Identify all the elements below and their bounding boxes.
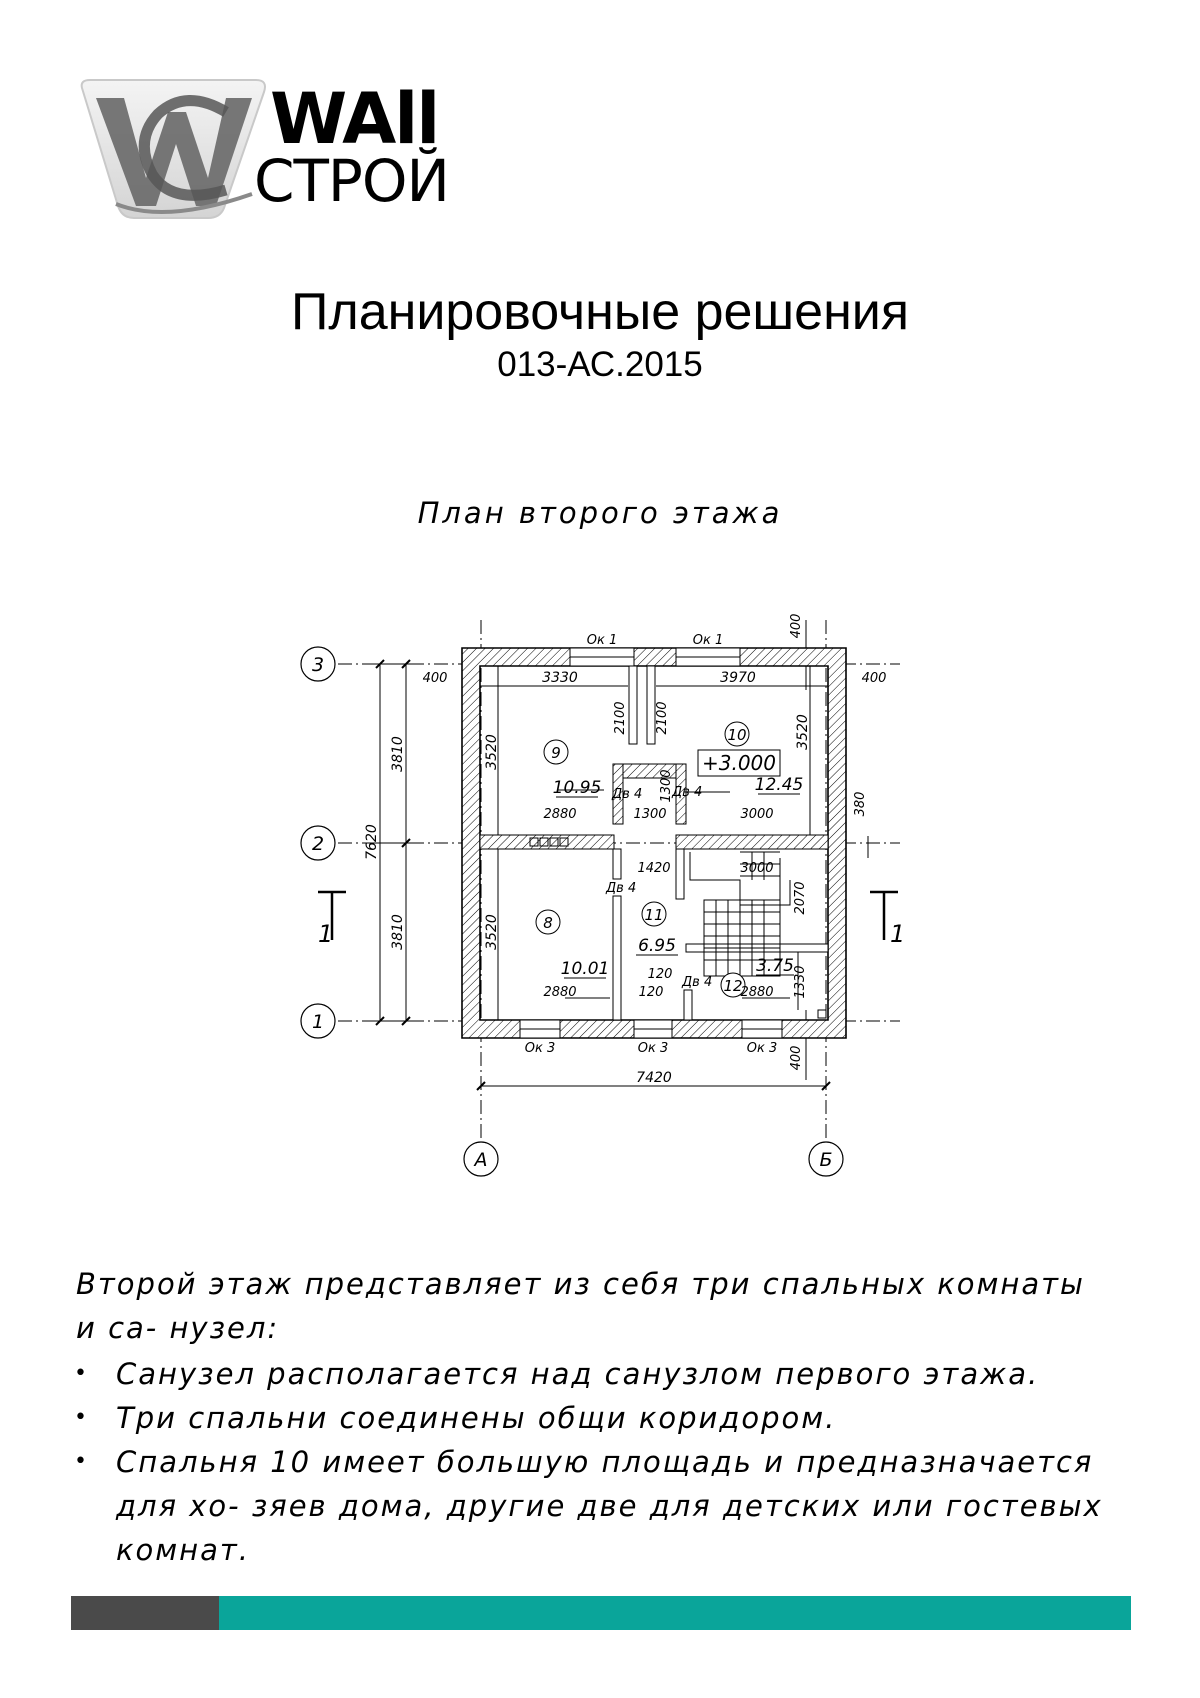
dim-room9-height: 3520 — [484, 734, 500, 770]
logo-text-wall: WAll — [270, 78, 439, 160]
dim-room10-width: 3000 — [740, 807, 774, 822]
description-text — [76, 1262, 1116, 1572]
room-area-10: 12.45 — [754, 775, 804, 795]
dim-room10-top-width: 3970 — [720, 670, 756, 686]
dim-door-block: 1300 — [659, 769, 674, 803]
room-area-9: 10.95 — [552, 778, 602, 798]
room-area-8: 10.01 — [560, 959, 610, 979]
room-area-12: 3.75 — [756, 956, 794, 976]
dim-right-offset: 380 — [853, 791, 868, 817]
dim-room8-height: 3520 — [484, 914, 500, 950]
dim-span-upper: 3810 — [390, 736, 406, 772]
window-label-top-2: Ок 1 — [692, 633, 724, 648]
dim-partition-1: 2100 — [613, 701, 628, 735]
room-number-8: 8 — [543, 914, 553, 932]
dim-room10-height: 3520 — [795, 714, 811, 750]
dim-stair-width: 3000 — [740, 861, 774, 876]
dim-room12-width: 2880 — [740, 985, 774, 1000]
dim-room12-height: 1330 — [793, 965, 808, 999]
floor-plan-svg — [0, 590, 1200, 1210]
section-mark-left: 1 — [318, 920, 334, 948]
floor-plan-drawing — [0, 590, 1200, 1210]
room-number-12: 12 — [723, 977, 743, 995]
dim-thin-wall-2: 120 — [638, 985, 664, 1000]
level-mark: +3.000 — [701, 751, 777, 775]
dim-overall-width: 7420 — [636, 1070, 672, 1086]
footer-bar-dark — [71, 1596, 219, 1630]
window-label-bottom-3: Ок 3 — [746, 1041, 778, 1056]
door-label-1: Дв 4 — [612, 787, 643, 802]
door-label-4: Дв 4 — [682, 975, 713, 990]
dim-wall-right: 400 — [861, 671, 887, 686]
dim-corridor-length: 1420 — [637, 861, 671, 876]
axis-label-3: 3 — [311, 654, 325, 676]
dim-span-lower: 3810 — [390, 914, 406, 950]
description-list — [76, 1352, 1116, 1572]
door-label-2: Дв 4 — [672, 785, 703, 800]
list-item: • Санузел располагается над санузлом первого этажа. — [76, 1352, 1116, 1396]
dim-wall-left: 400 — [422, 671, 448, 686]
list-item: • Три спальни соединены общи коридором. — [76, 1396, 1116, 1440]
window-label-bottom-1: Ок 3 — [524, 1041, 556, 1056]
section-mark-right: 1 — [890, 920, 906, 948]
company-logo — [76, 78, 476, 228]
dim-wall-bottom: 400 — [789, 1045, 804, 1071]
dim-thin-wall-1: 120 — [647, 967, 673, 982]
list-item: • Спальня 10 имеет большую площадь и предназначается для хо- зяев дома, другие две для детских или гостевых комнат. — [76, 1440, 1116, 1572]
footer-bar-teal — [219, 1596, 1131, 1630]
dim-overall-height: 7620 — [364, 824, 380, 860]
dim-room8-width: 2880 — [543, 985, 577, 1000]
axis-label-2: 2 — [311, 833, 325, 855]
description-intro: Второй этаж представляет из себя три спальных комнаты и са- нузел: — [76, 1267, 1085, 1345]
room-number-9: 9 — [551, 744, 561, 762]
window-label-bottom-2: Ок 3 — [637, 1041, 669, 1056]
project-code: 013-АС.2015 — [497, 345, 703, 384]
door-label-3: Дв 4 — [606, 881, 637, 896]
axis-label-a: А — [474, 1149, 488, 1171]
page-title: Планировочные решения — [290, 283, 909, 341]
window-label-top-1: Ок 1 — [586, 633, 618, 648]
logo-text-stroy: СТРОЙ — [254, 147, 449, 215]
dim-wall-top: 400 — [789, 613, 804, 639]
dim-room9-top-width: 3330 — [542, 670, 578, 686]
plan-title: План второго этажа — [417, 496, 783, 530]
dim-stair-height: 2070 — [793, 881, 808, 915]
axis-label-1: 1 — [311, 1011, 325, 1033]
room-number-11: 11 — [644, 906, 664, 924]
dim-partition-2: 2100 — [655, 701, 670, 735]
logo-emblem-icon — [76, 78, 276, 228]
dim-corridor-width: 1300 — [633, 807, 667, 822]
dim-room9-width: 2880 — [543, 807, 577, 822]
axis-label-b: Б — [819, 1149, 833, 1171]
room-area-11: 6.95 — [638, 936, 676, 956]
room-number-10: 10 — [727, 726, 747, 744]
